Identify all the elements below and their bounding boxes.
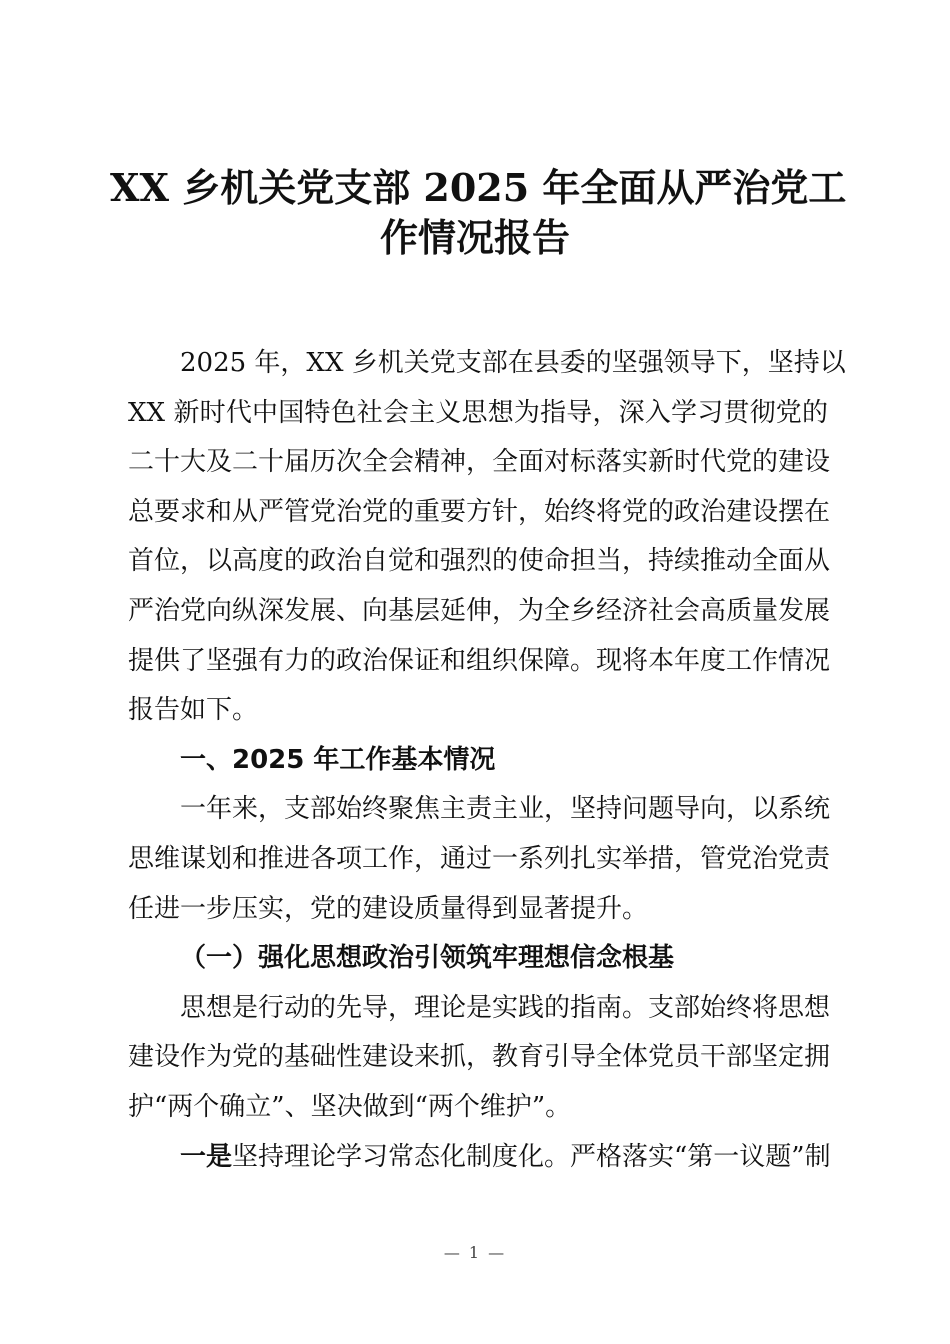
section-1-line: 任进一步压实，党的建设质量得到显著提升。 bbox=[128, 893, 649, 924]
subsection-1-line: 建设作为党的基础性建设来抓，教育引导全体党员干部坚定拥 bbox=[128, 1042, 831, 1073]
section-1-line: 一年来，支部始终聚焦主责主业，坚持问题导向，以系统 bbox=[180, 794, 831, 825]
subsection-heading-1: （一）强化思想政治引领筑牢理想信念根基 bbox=[180, 943, 675, 974]
intro-line: 报告如下。 bbox=[128, 695, 259, 726]
point-1-text: 坚持理论学习常态化制度化。严格落实“第一议题”制 bbox=[232, 1141, 831, 1172]
document-body bbox=[128, 339, 846, 1182]
title-line-2: 作情况报告 bbox=[379, 215, 570, 260]
subsection-1-line: 护“两个确立”、坚决做到“两个维护”。 bbox=[128, 1091, 572, 1122]
intro-line: 2025 年，XX 乡机关党支部在县委的坚强领导下，坚持以 bbox=[180, 348, 846, 378]
point-1-paragraph bbox=[128, 1133, 831, 1183]
intro-line: 总要求和从严管党治党的重要方针，始终将党的政治建设摆在 bbox=[128, 496, 831, 527]
section-1-line: 思维谋划和推进各项工作，通过一系列扎实举措，管党治党责 bbox=[128, 843, 831, 874]
subsection-1-line: 思想是行动的先导，理论是实践的指南。支部始终将思想 bbox=[180, 992, 831, 1023]
intro-line: 严治党向纵深发展、向基层延伸，为全乡经济社会高质量发展 bbox=[128, 595, 831, 626]
intro-line: 首位，以高度的政治自觉和强烈的使命担当，持续推动全面从 bbox=[128, 546, 831, 577]
intro-line: XX 新时代中国特色社会主义思想为指导，深入学习贯彻党的 bbox=[128, 397, 828, 428]
intro-paragraph bbox=[128, 339, 846, 736]
intro-line: 提供了坚强有力的政治保证和组织保障。现将本年度工作情况 bbox=[128, 645, 831, 676]
subsection-1-paragraph bbox=[128, 984, 831, 1133]
intro-line: 二十大及二十届历次全会精神，全面对标落实新时代党的建设 bbox=[128, 447, 831, 478]
point-1-lead: 一是 bbox=[180, 1141, 233, 1172]
section-1-paragraph bbox=[128, 785, 831, 934]
page-number: — 1 — bbox=[443, 1243, 507, 1262]
point-1-line bbox=[128, 1133, 831, 1183]
title-line-1: XX 乡机关党支部 2025 年全面从严治党工 bbox=[110, 165, 847, 210]
section-heading-1: 一、2025 年工作基本情况 bbox=[180, 744, 496, 775]
document-title bbox=[110, 163, 847, 263]
